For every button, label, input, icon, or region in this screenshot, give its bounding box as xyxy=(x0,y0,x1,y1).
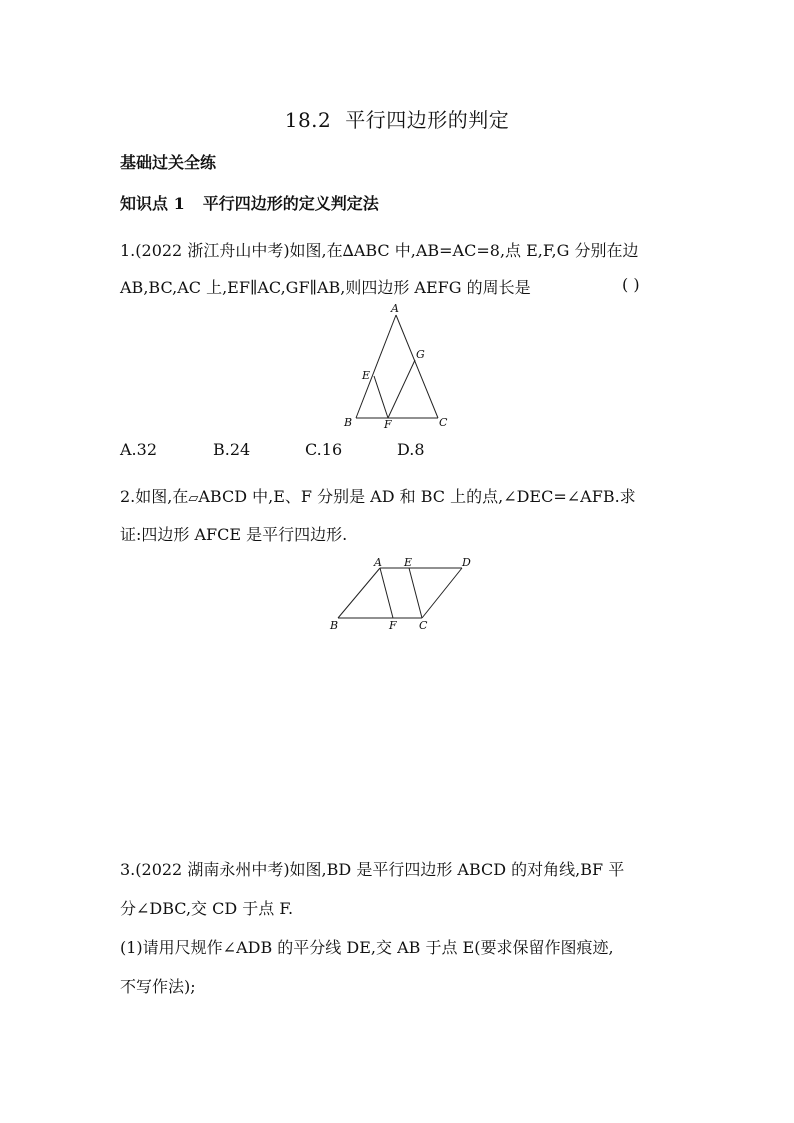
segment-ec xyxy=(409,568,422,618)
q3-line2: 分∠DBC,交 CD 于点 F. xyxy=(120,899,294,918)
segment-ac xyxy=(396,315,438,418)
q1-line2: AB,BC,AC 上,EF∥AC,GF∥AB,则四边形 AEFG 的周长是 xyxy=(120,278,531,297)
q2-parallelogram-figure xyxy=(325,556,485,636)
q1-answer-bracket: ( ) xyxy=(622,275,640,294)
label-D: D xyxy=(462,556,471,569)
q2-prefix: 2.如图,在 xyxy=(120,487,189,506)
label-A: A xyxy=(374,556,382,569)
q1-option-d[interactable]: D.8 xyxy=(397,440,425,459)
q3-part1-line1: (1)请用尺规作∠ADB 的平分线 DE,交 AB 于点 E(要求保留作图痕迹, xyxy=(120,938,614,957)
q1-option-a[interactable]: A.32 xyxy=(120,440,157,459)
knowledge-point-text: 平行四边形的定义判定法 xyxy=(202,194,379,213)
q3-part1-line2: 不写作法); xyxy=(120,977,196,996)
knowledge-point-label: 知识点 1 xyxy=(120,194,185,213)
q1-option-c[interactable]: C.16 xyxy=(305,440,343,459)
label-G: G xyxy=(416,348,425,361)
q2-suffix: ABCD 中,E、F 分别是 AD 和 BC 上的点,∠DEC=∠AFB.求 xyxy=(198,487,636,506)
q1-option-b[interactable]: B.24 xyxy=(213,440,251,459)
label-B: B xyxy=(344,416,353,429)
label-E: E xyxy=(362,369,371,382)
label-B: B xyxy=(330,619,339,632)
segment-ef xyxy=(374,376,388,418)
label-F: F xyxy=(384,418,392,431)
q2-line2: 证:四边形 AFCE 是平行四边形. xyxy=(120,525,348,544)
segment-dc xyxy=(422,568,462,618)
q3-line1: 3.(2022 湖南永州中考)如图,BD 是平行四边形 ABCD 的对角线,BF 平 xyxy=(120,860,625,879)
label-F: F xyxy=(389,619,397,632)
segment-ab xyxy=(356,315,396,418)
title-number: 18.2 xyxy=(284,108,332,132)
q1-options xyxy=(0,440,794,464)
segment-fg xyxy=(388,360,415,418)
page-title xyxy=(0,104,794,133)
parallelogram-symbol: ▱ xyxy=(188,491,199,506)
knowledge-point-heading xyxy=(120,191,379,214)
label-C: C xyxy=(439,416,448,429)
label-E: E xyxy=(404,556,413,569)
label-A: A xyxy=(391,302,399,315)
q1-line1: 1.(2022 浙江舟山中考)如图,在∆ABC 中,AB=AC=8,点 E,F,G 分别在边 xyxy=(120,241,639,260)
title-text: 平行四边形的判定 xyxy=(345,108,510,132)
label-C: C xyxy=(419,619,428,632)
q2-line1 xyxy=(120,484,636,507)
q1-triangle-figure xyxy=(330,300,470,435)
segment-ab xyxy=(338,568,380,618)
segment-af xyxy=(380,568,393,618)
section-heading: 基础过关全练 xyxy=(120,153,217,172)
